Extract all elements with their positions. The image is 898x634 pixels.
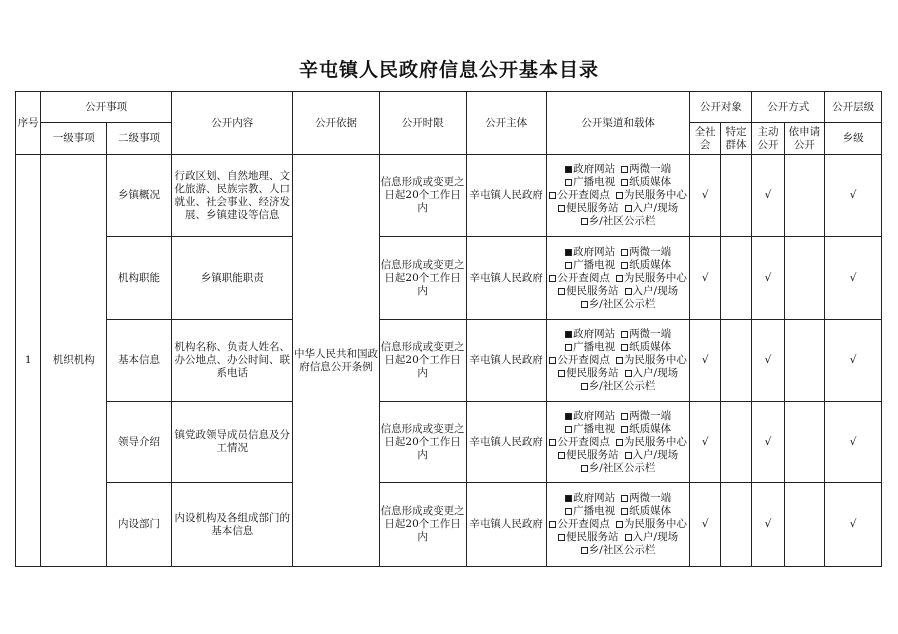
channel-label: 入户/现场 (632, 531, 679, 543)
channel-label: 便民服务站 (566, 202, 619, 214)
channel-label: 两微一端 (629, 492, 672, 504)
channel-label: 两微一端 (629, 163, 672, 175)
header-subject: 公开主体 (466, 92, 546, 155)
channel-label: 为民服务中心 (623, 435, 687, 448)
cell-mode-request (784, 237, 825, 320)
table-row (16, 320, 882, 402)
channel-label: 纸质媒体 (629, 341, 672, 353)
channel-label: 广播电视 (573, 505, 616, 517)
channel-label: 便民服务站 (566, 284, 619, 297)
channel-label: 公开查阅点 (557, 518, 610, 530)
channel-checkbox (616, 357, 623, 364)
cell-mode-request (784, 483, 825, 567)
table-row (16, 237, 882, 320)
channel-checkbox (565, 179, 572, 186)
cell-content: 镇党政领导成员信息及分工情况 (171, 402, 293, 483)
channel-checkbox (625, 288, 632, 295)
channel-checkbox (621, 262, 628, 269)
channel-checkbox (581, 383, 588, 390)
channel-label: 政府网站 (573, 409, 616, 422)
cell-audience-specific (720, 320, 751, 402)
channel-label: 公开查阅点 (557, 354, 610, 366)
channel-checkbox (565, 413, 572, 420)
cell-content: 机构名称、负责人姓名、办公地点、办公时间、联系电话 (171, 320, 293, 402)
channel-checkbox (581, 218, 588, 225)
channel-label: 便民服务站 (566, 531, 619, 543)
check-level-town: √ (825, 402, 882, 483)
cell-level2: 乡镇概况 (107, 155, 172, 237)
channel-checkbox (565, 508, 572, 515)
header-time: 公开时限 (379, 92, 466, 155)
channel-label: 广播电视 (573, 258, 616, 271)
channel-checkbox (549, 275, 556, 282)
cell-audience-specific (720, 402, 751, 483)
header-mode-active: 主动公开 (752, 123, 784, 155)
header-seq: 序号 (16, 92, 41, 155)
header-level-town: 乡级 (825, 123, 882, 155)
channel-checkbox (565, 262, 572, 269)
channel-checkbox (621, 508, 628, 515)
channel-label: 乡/社区公示栏 (588, 461, 656, 474)
cell-mode-request (784, 402, 825, 483)
header-audience-group: 公开对象 (690, 92, 752, 123)
cell-subject: 辛屯镇人民政府 (466, 320, 546, 402)
channel-checkbox (565, 495, 572, 502)
table-row (16, 483, 882, 567)
check-mode-active: √ (752, 483, 784, 567)
channel-checkbox (558, 288, 565, 295)
channel-label: 为民服务中心 (623, 354, 687, 366)
header-mode-request: 依申请公开 (784, 123, 825, 155)
cell-content: 乡镇职能职责 (171, 237, 293, 320)
channel-checkbox (625, 205, 632, 212)
channel-checkbox (616, 521, 623, 528)
channel-label: 便民服务站 (566, 367, 619, 379)
cell-channels (546, 320, 690, 402)
channel-checkbox (549, 521, 556, 528)
cell-level1: 机织机构 (41, 155, 107, 567)
header-channel: 公开渠道和载体 (546, 92, 690, 155)
check-audience-all: √ (690, 402, 720, 483)
channel-checkbox (625, 452, 632, 459)
channel-label: 政府网站 (573, 328, 616, 340)
channel-label: 公开查阅点 (557, 435, 610, 448)
channel-checkbox (558, 534, 565, 541)
channel-label: 广播电视 (573, 341, 616, 353)
header-level1: 一级事项 (41, 123, 107, 155)
header-basis: 公开依据 (293, 92, 379, 155)
channel-label: 纸质媒体 (629, 258, 672, 271)
cell-audience-specific (720, 483, 751, 567)
cell-channels (546, 402, 690, 483)
cell-subject: 辛屯镇人民政府 (466, 402, 546, 483)
channel-label: 乡/社区公示栏 (588, 544, 656, 556)
cell-level2: 领导介绍 (107, 402, 172, 483)
check-level-town: √ (825, 483, 882, 567)
check-audience-all: √ (690, 237, 720, 320)
header-content: 公开内容 (171, 92, 293, 155)
channel-label: 为民服务中心 (623, 271, 687, 284)
cell-content: 内设机构及各组成部门的基本信息 (171, 483, 293, 567)
cell-time: 信息形成或变更之日起20个工作日内 (379, 155, 466, 237)
channel-label: 纸质媒体 (629, 176, 672, 188)
channel-checkbox (621, 426, 628, 433)
channel-checkbox (558, 452, 565, 459)
cell-seq: 1 (16, 155, 41, 567)
cell-time: 信息形成或变更之日起20个工作日内 (379, 237, 466, 320)
check-mode-active: √ (752, 402, 784, 483)
channel-label: 为民服务中心 (623, 518, 687, 530)
channel-label: 入户/现场 (632, 448, 679, 461)
channel-label: 政府网站 (573, 245, 616, 258)
table-row (16, 155, 882, 237)
cell-channels (546, 155, 690, 237)
cell-audience-specific (720, 155, 751, 237)
cell-time: 信息形成或变更之日起20个工作日内 (379, 320, 466, 402)
channel-checkbox (549, 439, 556, 446)
channel-checkbox (621, 166, 628, 173)
channel-label: 广播电视 (573, 422, 616, 435)
cell-content: 行政区划、自然地理、文化旅游、民族宗教、人口就业、社会事业、经济发展、乡镇建设等信息 (171, 155, 293, 237)
channel-checkbox (581, 465, 588, 472)
check-mode-active: √ (752, 320, 784, 402)
channel-checkbox (621, 413, 628, 420)
page-title: 辛屯镇人民政府信息公开基本目录 (298, 59, 599, 81)
channel-checkbox (565, 166, 572, 173)
cell-level2: 内设部门 (107, 483, 172, 567)
channel-checkbox (581, 301, 588, 308)
check-mode-active: √ (752, 155, 784, 237)
cell-channels (546, 483, 690, 567)
channel-checkbox (558, 370, 565, 377)
channel-label: 公开查阅点 (557, 189, 610, 201)
cell-level2: 基本信息 (107, 320, 172, 402)
check-level-town: √ (825, 155, 882, 237)
cell-audience-specific (720, 237, 751, 320)
cell-mode-request (784, 155, 825, 237)
header-audience-all: 全社会 (690, 123, 720, 155)
cell-level2: 机构职能 (107, 237, 172, 320)
channel-label: 纸质媒体 (629, 422, 672, 435)
cell-mode-request (784, 320, 825, 402)
check-level-town: √ (825, 237, 882, 320)
channel-label: 便民服务站 (566, 448, 619, 461)
cell-subject: 辛屯镇人民政府 (466, 237, 546, 320)
check-mode-active: √ (752, 237, 784, 320)
channel-label: 两微一端 (629, 409, 672, 422)
header-mode-group: 公开方式 (752, 92, 825, 123)
channel-checkbox (616, 275, 623, 282)
channel-label: 纸质媒体 (629, 505, 672, 517)
channel-checkbox (621, 179, 628, 186)
channel-label: 入户/现场 (632, 202, 679, 214)
check-level-town: √ (825, 320, 882, 402)
channel-label: 为民服务中心 (623, 189, 687, 201)
check-audience-all: √ (690, 483, 720, 567)
channel-label: 乡/社区公示栏 (588, 297, 656, 310)
channel-checkbox (549, 357, 556, 364)
header-matter-group: 公开事项 (41, 92, 172, 123)
channel-checkbox (621, 344, 628, 351)
channel-label: 乡/社区公示栏 (588, 380, 656, 392)
channel-checkbox (565, 344, 572, 351)
channel-checkbox (625, 534, 632, 541)
header-level2: 二级事项 (107, 123, 172, 155)
cell-channels (546, 237, 690, 320)
channel-checkbox (565, 331, 572, 338)
cell-time: 信息形成或变更之日起20个工作日内 (379, 402, 466, 483)
channel-checkbox (616, 439, 623, 446)
channel-checkbox (616, 192, 623, 199)
catalog-table (15, 91, 882, 567)
channel-label: 两微一端 (629, 328, 672, 340)
channel-checkbox (625, 370, 632, 377)
channel-label: 乡/社区公示栏 (588, 215, 656, 227)
cell-subject: 辛屯镇人民政府 (466, 483, 546, 567)
table-row (16, 402, 882, 483)
check-audience-all: √ (690, 320, 720, 402)
header-level-group: 公开层级 (825, 92, 882, 123)
channel-checkbox (558, 205, 565, 212)
channel-label: 广播电视 (573, 176, 616, 188)
channel-checkbox (581, 547, 588, 554)
channel-checkbox (621, 249, 628, 256)
channel-checkbox (549, 192, 556, 199)
channel-checkbox (621, 495, 628, 502)
channel-label: 公开查阅点 (557, 271, 610, 284)
check-audience-all: √ (690, 155, 720, 237)
channel-checkbox (565, 249, 572, 256)
cell-time: 信息形成或变更之日起20个工作日内 (379, 483, 466, 567)
channel-checkbox (565, 426, 572, 433)
channel-label: 两微一端 (629, 245, 672, 258)
cell-basis: 中华人民共和国政府信息公开条例 (293, 155, 379, 567)
channel-checkbox (621, 331, 628, 338)
channel-label: 入户/现场 (632, 367, 679, 379)
channel-label: 入户/现场 (632, 284, 679, 297)
header-audience-specific: 特定群体 (720, 123, 751, 155)
cell-subject: 辛屯镇人民政府 (466, 155, 546, 237)
channel-label: 政府网站 (573, 492, 616, 504)
channel-label: 政府网站 (573, 163, 616, 175)
